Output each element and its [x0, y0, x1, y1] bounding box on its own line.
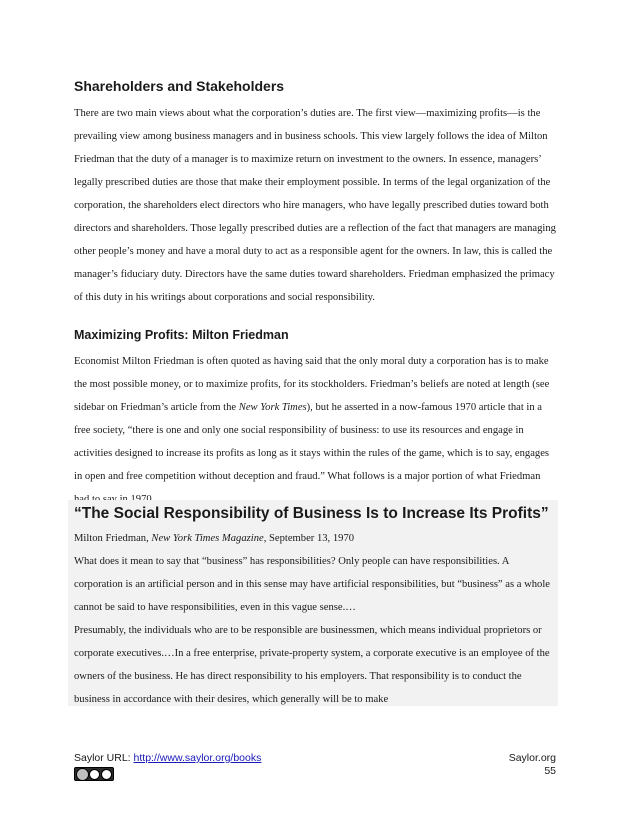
footer-url-label: Saylor URL:: [74, 752, 134, 764]
creative-commons-license-icon: [74, 767, 114, 781]
section-paragraph: There are two main views about what the corporation’s duties are. The first view—maximizing profits—is the prevailing view among business managers and in business schools. This view largely follows the idea of Milton Friedman that the duty of a manager is to maximize return on investment to the owners. In essence, managers’ legally prescribed duties are those that make their employment possible. In terms of the legal organization of the corporation, the shareholders elect directors who hire managers, who have legally prescribed duties toward both directors and shareholders. Those legally prescribed duties are a reflection of the fact that managers are managing other people’s money and have a moral duty to act as a responsible agent for the owners. In law, this is called the manager’s fiduciary duty. Directors have the same duties toward shareholders. Friedman emphasized the primacy of this duty in his writings about corporations and social responsibility.: [74, 108, 556, 303]
citation-date: , September 13, 1970: [263, 533, 355, 544]
sidebar-title: “The Social Responsibility of Business Is to Increase Its Profits”: [74, 505, 549, 522]
sidebar-paragraph-1: What does it mean to say that “business” has responsibilities? Only people can have responsibilities. A corporation is an artificial person and in this sense may have artificial responsibilities, but “business” as a whole cannot be said to have responsibilities, even in this vague sense.…: [74, 556, 550, 613]
sidebar-citation: [74, 527, 558, 550]
paragraph-text-end: ), but he asserted in a now-famous 1970 article that in a free society, “there is one and only one social responsibility of business: to use its resources and engage in activities designed to increase its profits as long as it stays within the rules of the game, which is to say, engages in open and free competition without deception and fraud.” What follows is a major portion of what Friedman: [74, 402, 550, 482]
noncommercial-icon: [101, 769, 112, 780]
footer-page-info: [509, 752, 556, 778]
paragraph-text-start: Economist Milton Friedman is often quoted as having said that the only moral duty a corporation has is to make the most possible money, or to maximize profits, for its stockholders. Friedman’s beliefs are noted at length (see sidebar on Friedman’s article from the: [74, 356, 550, 413]
sidebar-paragraph-2: Presumably, the individuals who are to be responsible are businessmen, which means individual proprietors or corporate executives.…In a free enterprise, private-property system, a corporate executive is an employee of the owners of the business. He has direct responsibility to his employers. That responsibility is to conduct the business in accordance with their desires, which generally will be to make: [74, 625, 550, 705]
cc-icon: [76, 768, 89, 781]
newspaper-title: New York Times: [238, 402, 307, 413]
attribution-icon: [89, 769, 100, 780]
footer-source: [74, 752, 261, 764]
citation-author: Milton Friedman,: [74, 533, 152, 544]
subsection-heading: Maximizing Profits: Milton Friedman: [74, 328, 289, 342]
subsection-paragraph: [74, 350, 558, 511]
sidebar-box: [68, 500, 558, 706]
saylor-books-link[interactable]: http://www.saylor.org/books: [133, 752, 262, 764]
footer-site: Saylor.org: [508, 752, 556, 764]
section-heading: Shareholders and Stakeholders: [74, 78, 285, 94]
page-number: 55: [544, 765, 556, 777]
citation-publication: New York Times Magazine: [151, 533, 264, 544]
